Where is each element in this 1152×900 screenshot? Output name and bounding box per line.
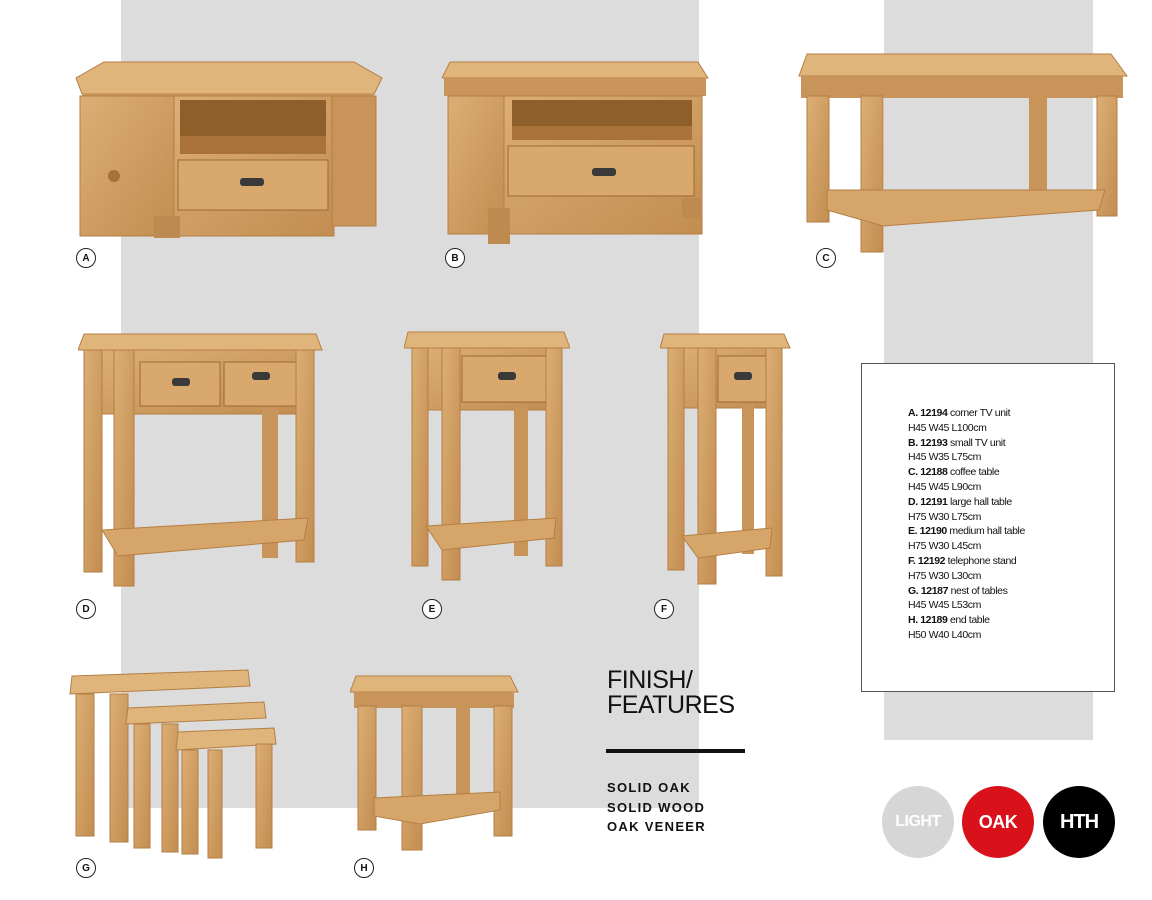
spec-dims: H75 W30 L45cm <box>908 540 982 553</box>
spec-code: 12190 <box>919 525 947 538</box>
spec-code: 12189 <box>920 614 948 627</box>
spec-name: telephone stand <box>947 554 1017 567</box>
spec-item: D. 12191 large hall table H75 W30 L75cm <box>908 495 1012 523</box>
spec-code: 12187 <box>920 584 949 597</box>
spec-code: 12194 <box>920 407 948 419</box>
spec-letter: F <box>908 554 913 567</box>
product-letter-d: D <box>76 599 96 619</box>
spec-dims: H45 W35 L75cm <box>908 451 982 464</box>
telephone-stand-image <box>660 330 792 588</box>
spec-item: H. 12189 end table H50 W40 L40cm <box>908 614 990 641</box>
spec-name: small TV unit <box>949 436 1006 449</box>
spec-code: 12191 <box>920 495 948 508</box>
brand-logo-badge <box>1043 786 1115 858</box>
spec-item: B. 12193 small TV unit H45 W35 L75cm <box>908 436 1006 464</box>
oak-badge-label: OAK <box>978 811 1018 832</box>
features-list <box>607 778 706 837</box>
spec-dims: H75 W30 L30cm <box>908 569 982 582</box>
spec-name: coffee table <box>949 466 1000 479</box>
spec-code: 12193 <box>920 436 948 449</box>
feature-item: OAK VENEER <box>607 819 706 834</box>
spec-item: A. 12194 corner TV unit H45 W45 L100cm <box>908 407 1011 434</box>
product-letter-a: A <box>76 248 96 268</box>
spec-dims: H45 W45 L100cm <box>908 421 987 434</box>
finish-features-heading <box>607 668 735 718</box>
medium-hall-table-image <box>404 328 570 584</box>
spec-item: F. 12192 telephone stand H75 W30 L30cm <box>908 554 1017 582</box>
large-hall-table-image <box>78 328 324 590</box>
spec-item: E. 12190 medium hall table H75 W30 L45cm <box>908 525 1025 553</box>
spec-name: large hall table <box>949 495 1012 508</box>
spec-name: corner TV unit <box>949 407 1011 419</box>
spec-dims: H50 W40 L40cm <box>908 628 982 641</box>
spec-letter: E <box>908 525 915 538</box>
product-specifications-box <box>861 363 1115 692</box>
spec-name: end table <box>949 614 990 627</box>
light-finish-badge <box>882 786 954 858</box>
oak-finish-badge <box>962 786 1034 858</box>
end-table-image <box>350 672 520 854</box>
corner-tv-unit-image <box>74 56 384 242</box>
spec-code: 12192 <box>917 554 946 567</box>
spec-dims: H45 W45 L53cm <box>908 599 982 612</box>
spec-dims: H75 W30 L75cm <box>908 510 982 523</box>
spec-name: nest of tables <box>950 584 1008 597</box>
spec-item: G. 12187 nest of tables H45 W45 L53cm <box>908 584 1008 612</box>
spec-code: 12188 <box>920 466 948 479</box>
spec-letter: H <box>908 614 916 627</box>
small-tv-unit-image <box>442 58 712 246</box>
product-letter-g: G <box>76 858 96 878</box>
feature-item: SOLID WOOD <box>607 799 706 815</box>
product-letter-c: C <box>816 248 836 268</box>
spec-letter: C <box>908 466 916 479</box>
nest-of-tables-image <box>68 668 280 860</box>
spec-letter: G <box>908 584 916 597</box>
finish-title-line1: FINISH/ <box>607 666 693 694</box>
product-letter-h: H <box>354 858 374 878</box>
spec-item: C. 12188 coffee table H45 W45 L90cm <box>908 466 1000 493</box>
spec-name: medium hall table <box>949 525 1025 538</box>
product-letter-b: B <box>445 248 465 268</box>
feature-item: SOLID OAK <box>607 780 691 795</box>
spec-letter: B <box>908 436 916 449</box>
product-letter-e: E <box>422 599 442 619</box>
brand-logo-text: HTH <box>1059 810 1099 833</box>
coffee-table-image <box>797 50 1129 254</box>
product-spec-list <box>908 406 1025 643</box>
spec-dims: H45 W45 L90cm <box>908 480 982 493</box>
spec-letter: A <box>908 407 916 419</box>
spec-letter: D <box>908 495 916 508</box>
light-badge-label: LIGHT <box>895 813 941 830</box>
finish-title-line2: FEATURES <box>607 691 735 719</box>
finish-divider <box>606 749 745 753</box>
product-letter-f: F <box>654 599 674 619</box>
